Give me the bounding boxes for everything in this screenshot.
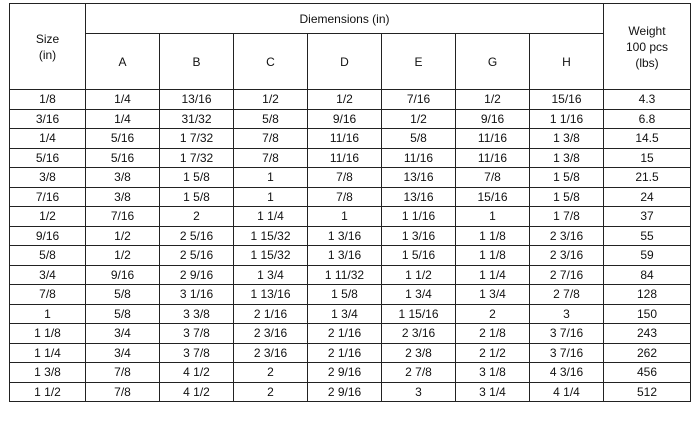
cell-weight: 37: [604, 207, 691, 227]
size-header: [10, 4, 86, 90]
cell-h: 2 7/16: [530, 265, 604, 285]
cell-size: 3/16: [10, 109, 86, 129]
dimensions-group-header: Diemensions (in): [86, 4, 604, 34]
cell-g: 2: [456, 304, 530, 324]
table-row: [10, 109, 691, 129]
column-header-h: H: [530, 34, 604, 90]
cell-c: 1/2: [234, 90, 308, 110]
cell-e: 2 3/8: [382, 343, 456, 363]
cell-d: 7/8: [308, 187, 382, 207]
weight-header-line-3: (lbs): [635, 55, 659, 70]
cell-a: 1/2: [86, 226, 160, 246]
table-row: [10, 304, 691, 324]
table-header: [10, 4, 691, 90]
cell-e: 1 1/2: [382, 265, 456, 285]
cell-weight: 59: [604, 246, 691, 266]
cell-d: 1 3/16: [308, 226, 382, 246]
cell-c: 2 3/16: [234, 324, 308, 344]
cell-h: 1 5/8: [530, 187, 604, 207]
cell-d: 2 1/16: [308, 343, 382, 363]
cell-h: 4 3/16: [530, 363, 604, 383]
cell-h: 1 3/8: [530, 129, 604, 149]
cell-g: 1/2: [456, 90, 530, 110]
cell-d: 1 3/4: [308, 304, 382, 324]
cell-b: 2 5/16: [160, 226, 234, 246]
cell-size: 5/8: [10, 246, 86, 266]
cell-d: 2 9/16: [308, 382, 382, 402]
cell-a: 1/4: [86, 90, 160, 110]
cell-e: 1 5/16: [382, 246, 456, 266]
cell-h: 3 7/16: [530, 343, 604, 363]
cell-e: 1 1/16: [382, 207, 456, 227]
table-row: [10, 265, 691, 285]
cell-d: 1: [308, 207, 382, 227]
cell-g: 9/16: [456, 109, 530, 129]
cell-c: 1: [234, 187, 308, 207]
cell-weight: 262: [604, 343, 691, 363]
table-row: [10, 129, 691, 149]
weight-header-line-2: 100 pcs: [625, 39, 669, 54]
cell-weight: 456: [604, 363, 691, 383]
cell-d: 1 3/16: [308, 246, 382, 266]
table-row: [10, 285, 691, 305]
cell-e: 1 3/16: [382, 226, 456, 246]
cell-size: 5/16: [10, 148, 86, 168]
cell-a: 3/4: [86, 324, 160, 344]
cell-c: 7/8: [234, 129, 308, 149]
cell-g: 15/16: [456, 187, 530, 207]
cell-h: 1 1/16: [530, 109, 604, 129]
cell-c: 1 3/4: [234, 265, 308, 285]
cell-h: 3 7/16: [530, 324, 604, 344]
size-header-line-2: (in): [38, 47, 57, 62]
cell-size: 7/8: [10, 285, 86, 305]
cell-b: 13/16: [160, 90, 234, 110]
cell-g: 1 1/4: [456, 265, 530, 285]
cell-size: 9/16: [10, 226, 86, 246]
table-row: [10, 207, 691, 227]
cell-g: 11/16: [456, 129, 530, 149]
cell-weight: 512: [604, 382, 691, 402]
cell-a: 3/8: [86, 187, 160, 207]
cell-b: 31/32: [160, 109, 234, 129]
cell-weight: 243: [604, 324, 691, 344]
cell-h: 2 3/16: [530, 246, 604, 266]
cell-c: 1 13/16: [234, 285, 308, 305]
cell-c: 2: [234, 382, 308, 402]
cell-b: 4 1/2: [160, 382, 234, 402]
cell-e: 1/2: [382, 109, 456, 129]
cell-e: 13/16: [382, 168, 456, 188]
cell-g: 3 1/4: [456, 382, 530, 402]
cell-size: 1 1/8: [10, 324, 86, 344]
weight-header-line-1: Weight: [628, 23, 666, 38]
column-header-g: G: [456, 34, 530, 90]
column-header-a: A: [86, 34, 160, 90]
cell-g: 2 1/8: [456, 324, 530, 344]
cell-h: 1 5/8: [530, 168, 604, 188]
cell-b: 2 9/16: [160, 265, 234, 285]
cell-size: 1/4: [10, 129, 86, 149]
cell-c: 2 3/16: [234, 343, 308, 363]
cell-h: 3: [530, 304, 604, 324]
cell-g: 1: [456, 207, 530, 227]
cell-e: 5/8: [382, 129, 456, 149]
cell-d: 11/16: [308, 129, 382, 149]
cell-size: 1: [10, 304, 86, 324]
cell-weight: 55: [604, 226, 691, 246]
table-row: [10, 324, 691, 344]
cell-d: 2 9/16: [308, 363, 382, 383]
table-row: [10, 226, 691, 246]
cell-a: 1/4: [86, 109, 160, 129]
table-row: [10, 168, 691, 188]
cell-b: 1 5/8: [160, 187, 234, 207]
cell-a: 5/16: [86, 148, 160, 168]
cell-e: 1 15/16: [382, 304, 456, 324]
cell-g: 7/8: [456, 168, 530, 188]
cell-e: 2 7/8: [382, 363, 456, 383]
cell-d: 2 1/16: [308, 324, 382, 344]
cell-h: 2 3/16: [530, 226, 604, 246]
cell-c: 2 1/16: [234, 304, 308, 324]
cell-d: 11/16: [308, 148, 382, 168]
cell-e: 1 3/4: [382, 285, 456, 305]
cell-size: 1 1/4: [10, 343, 86, 363]
cell-h: 2 7/8: [530, 285, 604, 305]
cell-weight: 4.3: [604, 90, 691, 110]
cell-g: 3 1/8: [456, 363, 530, 383]
cell-g: 1 3/4: [456, 285, 530, 305]
cell-e: 13/16: [382, 187, 456, 207]
cell-size: 1/8: [10, 90, 86, 110]
weight-header: [604, 4, 691, 90]
cell-b: 2 5/16: [160, 246, 234, 266]
cell-c: 2: [234, 363, 308, 383]
cell-h: 15/16: [530, 90, 604, 110]
cell-a: 5/8: [86, 285, 160, 305]
cell-b: 1 7/32: [160, 129, 234, 149]
cell-b: 3 7/8: [160, 324, 234, 344]
cell-c: 1 1/4: [234, 207, 308, 227]
cell-weight: 84: [604, 265, 691, 285]
cell-a: 7/16: [86, 207, 160, 227]
cell-weight: 24: [604, 187, 691, 207]
table-row: [10, 246, 691, 266]
cell-g: 1 1/8: [456, 246, 530, 266]
dimensions-table-container: [9, 3, 691, 402]
column-header-c: C: [234, 34, 308, 90]
table-row: [10, 187, 691, 207]
cell-b: 3 1/16: [160, 285, 234, 305]
cell-size: 1 3/8: [10, 363, 86, 383]
cell-b: 1 7/32: [160, 148, 234, 168]
cell-a: 3/4: [86, 343, 160, 363]
cell-c: 1: [234, 168, 308, 188]
cell-c: 7/8: [234, 148, 308, 168]
cell-weight: 150: [604, 304, 691, 324]
cell-weight: 15: [604, 148, 691, 168]
cell-b: 3 7/8: [160, 343, 234, 363]
header-row-group: [10, 4, 691, 34]
cell-b: 1 5/8: [160, 168, 234, 188]
cell-g: 2 1/2: [456, 343, 530, 363]
cell-size: 1 1/2: [10, 382, 86, 402]
cell-weight: 128: [604, 285, 691, 305]
cell-weight: 6.8: [604, 109, 691, 129]
cell-e: 11/16: [382, 148, 456, 168]
cell-a: 7/8: [86, 363, 160, 383]
cell-e: 7/16: [382, 90, 456, 110]
cell-b: 3 3/8: [160, 304, 234, 324]
cell-d: 1/2: [308, 90, 382, 110]
cell-g: 1 1/8: [456, 226, 530, 246]
cell-e: 3: [382, 382, 456, 402]
table-row: [10, 343, 691, 363]
cell-b: 2: [160, 207, 234, 227]
cell-c: 1 15/32: [234, 246, 308, 266]
dimensions-table: [9, 3, 691, 402]
cell-h: 1 7/8: [530, 207, 604, 227]
table-body: [10, 90, 691, 402]
table-row: [10, 148, 691, 168]
cell-h: 4 1/4: [530, 382, 604, 402]
cell-e: 2 3/16: [382, 324, 456, 344]
cell-size: 3/4: [10, 265, 86, 285]
size-header-line-1: Size: [35, 31, 60, 46]
column-header-b: B: [160, 34, 234, 90]
cell-a: 9/16: [86, 265, 160, 285]
column-header-d: D: [308, 34, 382, 90]
cell-size: 3/8: [10, 168, 86, 188]
cell-d: 1 5/8: [308, 285, 382, 305]
cell-size: 7/16: [10, 187, 86, 207]
cell-d: 7/8: [308, 168, 382, 188]
column-header-e: E: [382, 34, 456, 90]
header-row-columns: [10, 34, 691, 90]
cell-d: 9/16: [308, 109, 382, 129]
cell-d: 1 11/32: [308, 265, 382, 285]
cell-b: 4 1/2: [160, 363, 234, 383]
cell-a: 5/8: [86, 304, 160, 324]
cell-size: 1/2: [10, 207, 86, 227]
cell-h: 1 3/8: [530, 148, 604, 168]
cell-c: 1 15/32: [234, 226, 308, 246]
table-row: [10, 363, 691, 383]
cell-c: 5/8: [234, 109, 308, 129]
cell-a: 5/16: [86, 129, 160, 149]
cell-weight: 21.5: [604, 168, 691, 188]
cell-weight: 14.5: [604, 129, 691, 149]
cell-a: 1/2: [86, 246, 160, 266]
cell-g: 11/16: [456, 148, 530, 168]
table-row: [10, 90, 691, 110]
cell-a: 3/8: [86, 168, 160, 188]
table-row: [10, 382, 691, 402]
cell-a: 7/8: [86, 382, 160, 402]
